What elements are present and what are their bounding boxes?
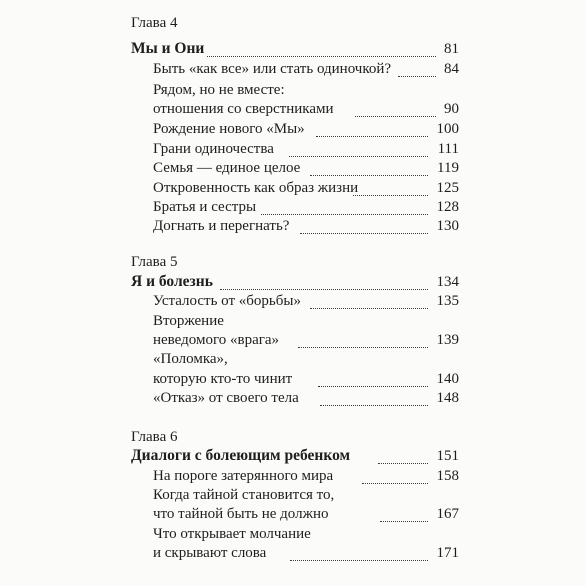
chapter-6-heading	[0, 427, 586, 447]
toc-entry	[0, 178, 586, 198]
entry-text: Откровенность как образ жизни	[153, 180, 359, 196]
toc-entry	[0, 388, 586, 408]
toc-entry	[0, 485, 586, 505]
toc-entry	[0, 291, 586, 311]
entry-text: которую кто-то чинит	[153, 371, 293, 387]
page-number: 134	[436, 274, 459, 290]
toc-entry	[0, 139, 586, 159]
leader-dots	[220, 287, 428, 290]
leader-dots	[362, 481, 428, 484]
page-number: 167	[436, 506, 459, 522]
leader-dots	[318, 384, 428, 387]
toc-entry	[0, 311, 586, 331]
chapter-label: Глава 4	[131, 15, 178, 31]
chapter-4-heading	[0, 13, 586, 33]
page-number: 128	[436, 199, 459, 215]
page-number: 135	[436, 293, 459, 309]
leader-dots	[261, 212, 428, 215]
entry-text: Когда тайной становится то,	[153, 487, 335, 503]
leader-dots	[380, 519, 428, 522]
toc-entry	[0, 524, 586, 544]
leader-dots	[300, 231, 428, 234]
page-number: 90	[444, 101, 459, 117]
entry-text: Семья — единое целое	[153, 160, 301, 176]
toc-entry	[0, 158, 586, 178]
entry-text: Быть «как все» или стать одиночкой?	[153, 61, 392, 77]
entry-text: Рядом, но не вместе:	[153, 82, 285, 98]
toc-entry-cont	[0, 330, 586, 350]
chapter-title: Мы и Они	[131, 40, 205, 57]
toc-entry-cont	[0, 504, 586, 524]
toc-entry-cont	[0, 99, 586, 119]
chapter-title: Диалоги с болеющим ребенком	[131, 447, 351, 464]
leader-dots	[316, 134, 428, 137]
page-number: 148	[436, 390, 459, 406]
leader-dots	[310, 173, 428, 176]
leader-dots	[353, 193, 428, 196]
toc-entry	[0, 197, 586, 217]
leader-dots	[298, 345, 428, 348]
entry-text: Братья и сестры	[153, 199, 257, 215]
entry-text: и скрывают слова	[153, 545, 267, 561]
entry-text: что тайной быть не должно	[153, 506, 329, 522]
page-number: 81	[444, 41, 459, 57]
entry-text: Догнать и перегнать?	[153, 218, 290, 234]
chapter-label: Глава 6	[131, 429, 178, 445]
page-number: 119	[437, 160, 459, 176]
chapter-title: Я и болезнь	[131, 273, 213, 290]
page-number: 140	[436, 371, 459, 387]
leader-dots	[355, 114, 436, 117]
page-number: 171	[436, 545, 459, 561]
chapter-5-title-row	[0, 272, 586, 292]
entry-text: Вторжение	[153, 313, 224, 329]
leader-dots	[290, 558, 428, 561]
toc-entry-cont	[0, 369, 586, 389]
page-number: 100	[436, 121, 459, 137]
chapter-label: Глава 5	[131, 254, 178, 270]
chapter-6-title-row	[0, 446, 586, 466]
entry-text: На пороге затерянного мира	[153, 468, 334, 484]
entry-text: Усталость от «борьбы»	[153, 293, 301, 309]
entry-text: «Поломка»,	[153, 351, 228, 367]
page-number: 151	[436, 448, 459, 464]
toc-entry	[0, 216, 586, 236]
entry-text: Рождение нового «Мы»	[153, 121, 305, 137]
page-number: 125	[436, 180, 459, 196]
entry-text: отношения со сверстниками	[153, 101, 334, 117]
page-number: 130	[436, 218, 459, 234]
chapter-4-title-row	[0, 39, 586, 59]
page-number: 84	[444, 61, 459, 77]
page-number: 158	[436, 468, 459, 484]
entry-text: Грани одиночества	[153, 141, 274, 157]
chapter-5-heading	[0, 252, 586, 272]
toc-entry	[0, 80, 586, 100]
entry-text: Что открывает молчание	[153, 526, 311, 542]
leader-dots	[378, 461, 428, 464]
page-number: 111	[437, 141, 459, 157]
leader-dots	[289, 154, 428, 157]
leader-dots	[310, 306, 428, 309]
leader-dots	[320, 403, 428, 406]
entry-text: неведомого «врага»	[153, 332, 280, 348]
leader-dots	[398, 74, 436, 77]
entry-text: «Отказ» от своего тела	[153, 390, 299, 406]
leader-dots	[200, 54, 436, 57]
toc-entry	[0, 466, 586, 486]
toc-entry	[0, 59, 586, 79]
toc-entry-cont	[0, 543, 586, 563]
toc-entry	[0, 349, 586, 369]
page-number: 139	[436, 332, 459, 348]
toc-entry	[0, 119, 586, 139]
